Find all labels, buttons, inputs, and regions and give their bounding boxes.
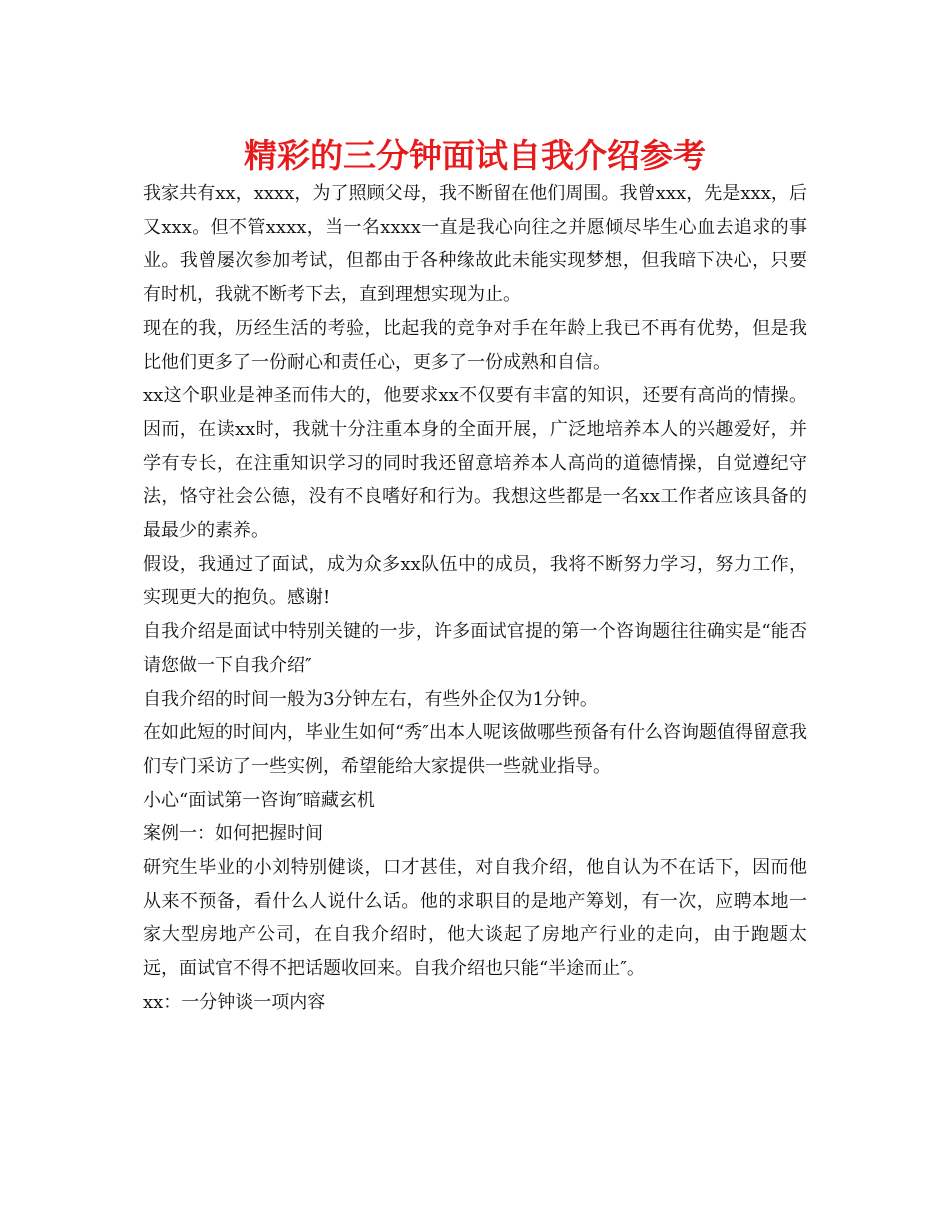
paragraph-closing: 假设，我通过了面试，成为众多xx队伍中的成员，我将不断努力学习，努力工作，实现更大的抱负。感谢! — [143, 553, 807, 609]
paragraph-intro-importance: 自我介绍是面试中特别关键的一步，许多面试官提的第一个咨询题往往确实是“能否请您做一下自我介绍″ — [143, 621, 807, 676]
paragraph-one-minute: xx：一分钟谈一项内容 — [143, 991, 326, 1013]
paragraph-case-one: 案例一：如何把握时间 — [143, 823, 323, 845]
paragraph-family: 我家共有xx，xxxx，为了照顾父母，我不断留在他们周围。我曾xxx，先是xxx，后又xxx。但不管xxxx，当一名xxxx一直是我心向往之并愿倾尽毕生心血去追求的事业。我曾屡次参加考试，但都由于各种缘故此未能实现梦想，但我暗下决心，只要有时机，我就不断考下去，直到理想实现为止。 — [143, 183, 807, 306]
paragraph-case-story: 研究生毕业的小刘特别健谈，口才甚佳，对自我介绍，他自认为不在话下，因而他从来不预备，看什么人说什么话。他的求职目的是地产筹划，有一次，应聘本地一家大型房地产公司，在自我介绍时，他大谈起了房地产行业的走向，由于跑题太远，面试官不得不把话题收回来。自我介绍也只能“半途而止″。 — [143, 857, 807, 980]
paragraph-short-time: 在如此短的时间内，毕业生如何“秀″出本人呢该做哪些预备有什么咨询题值得留意我们专门采访了一些实例，希望能给大家提供一些就业指导。 — [143, 722, 807, 777]
paragraph-intro-time: 自我介绍的时间一般为3分钟左右，有些外企仅为1分钟。 — [143, 688, 598, 710]
document-body — [143, 177, 807, 1020]
paragraph-profession: xx这个职业是神圣而伟大的，他要求xx不仅要有丰富的知识，还要有高尚的情操。因而，在读xx时，我就十分注重本身的全面开展，广泛地培养本人的兴趣爱好，并学有专长，在注重知识学习的同时我还留意培养本人高尚的道德情操，自觉遵纪守法，恪守社会公德，没有不良嗜好和行为。我想这些都是一名xx工作者应该具备的最最少的素养。 — [143, 385, 807, 542]
paragraph-present-self: 现在的我，历经生活的考验，比起我的竞争对手在年龄上我已不再有优势，但是我比他们更多了一份耐心和责任心，更多了一份成熟和自信。 — [143, 317, 807, 373]
paragraph-heading-caution: 小心“面试第一咨询″暗藏玄机 — [143, 789, 375, 811]
document-title: 精彩的三分钟面试自我介绍参考 — [244, 136, 706, 175]
